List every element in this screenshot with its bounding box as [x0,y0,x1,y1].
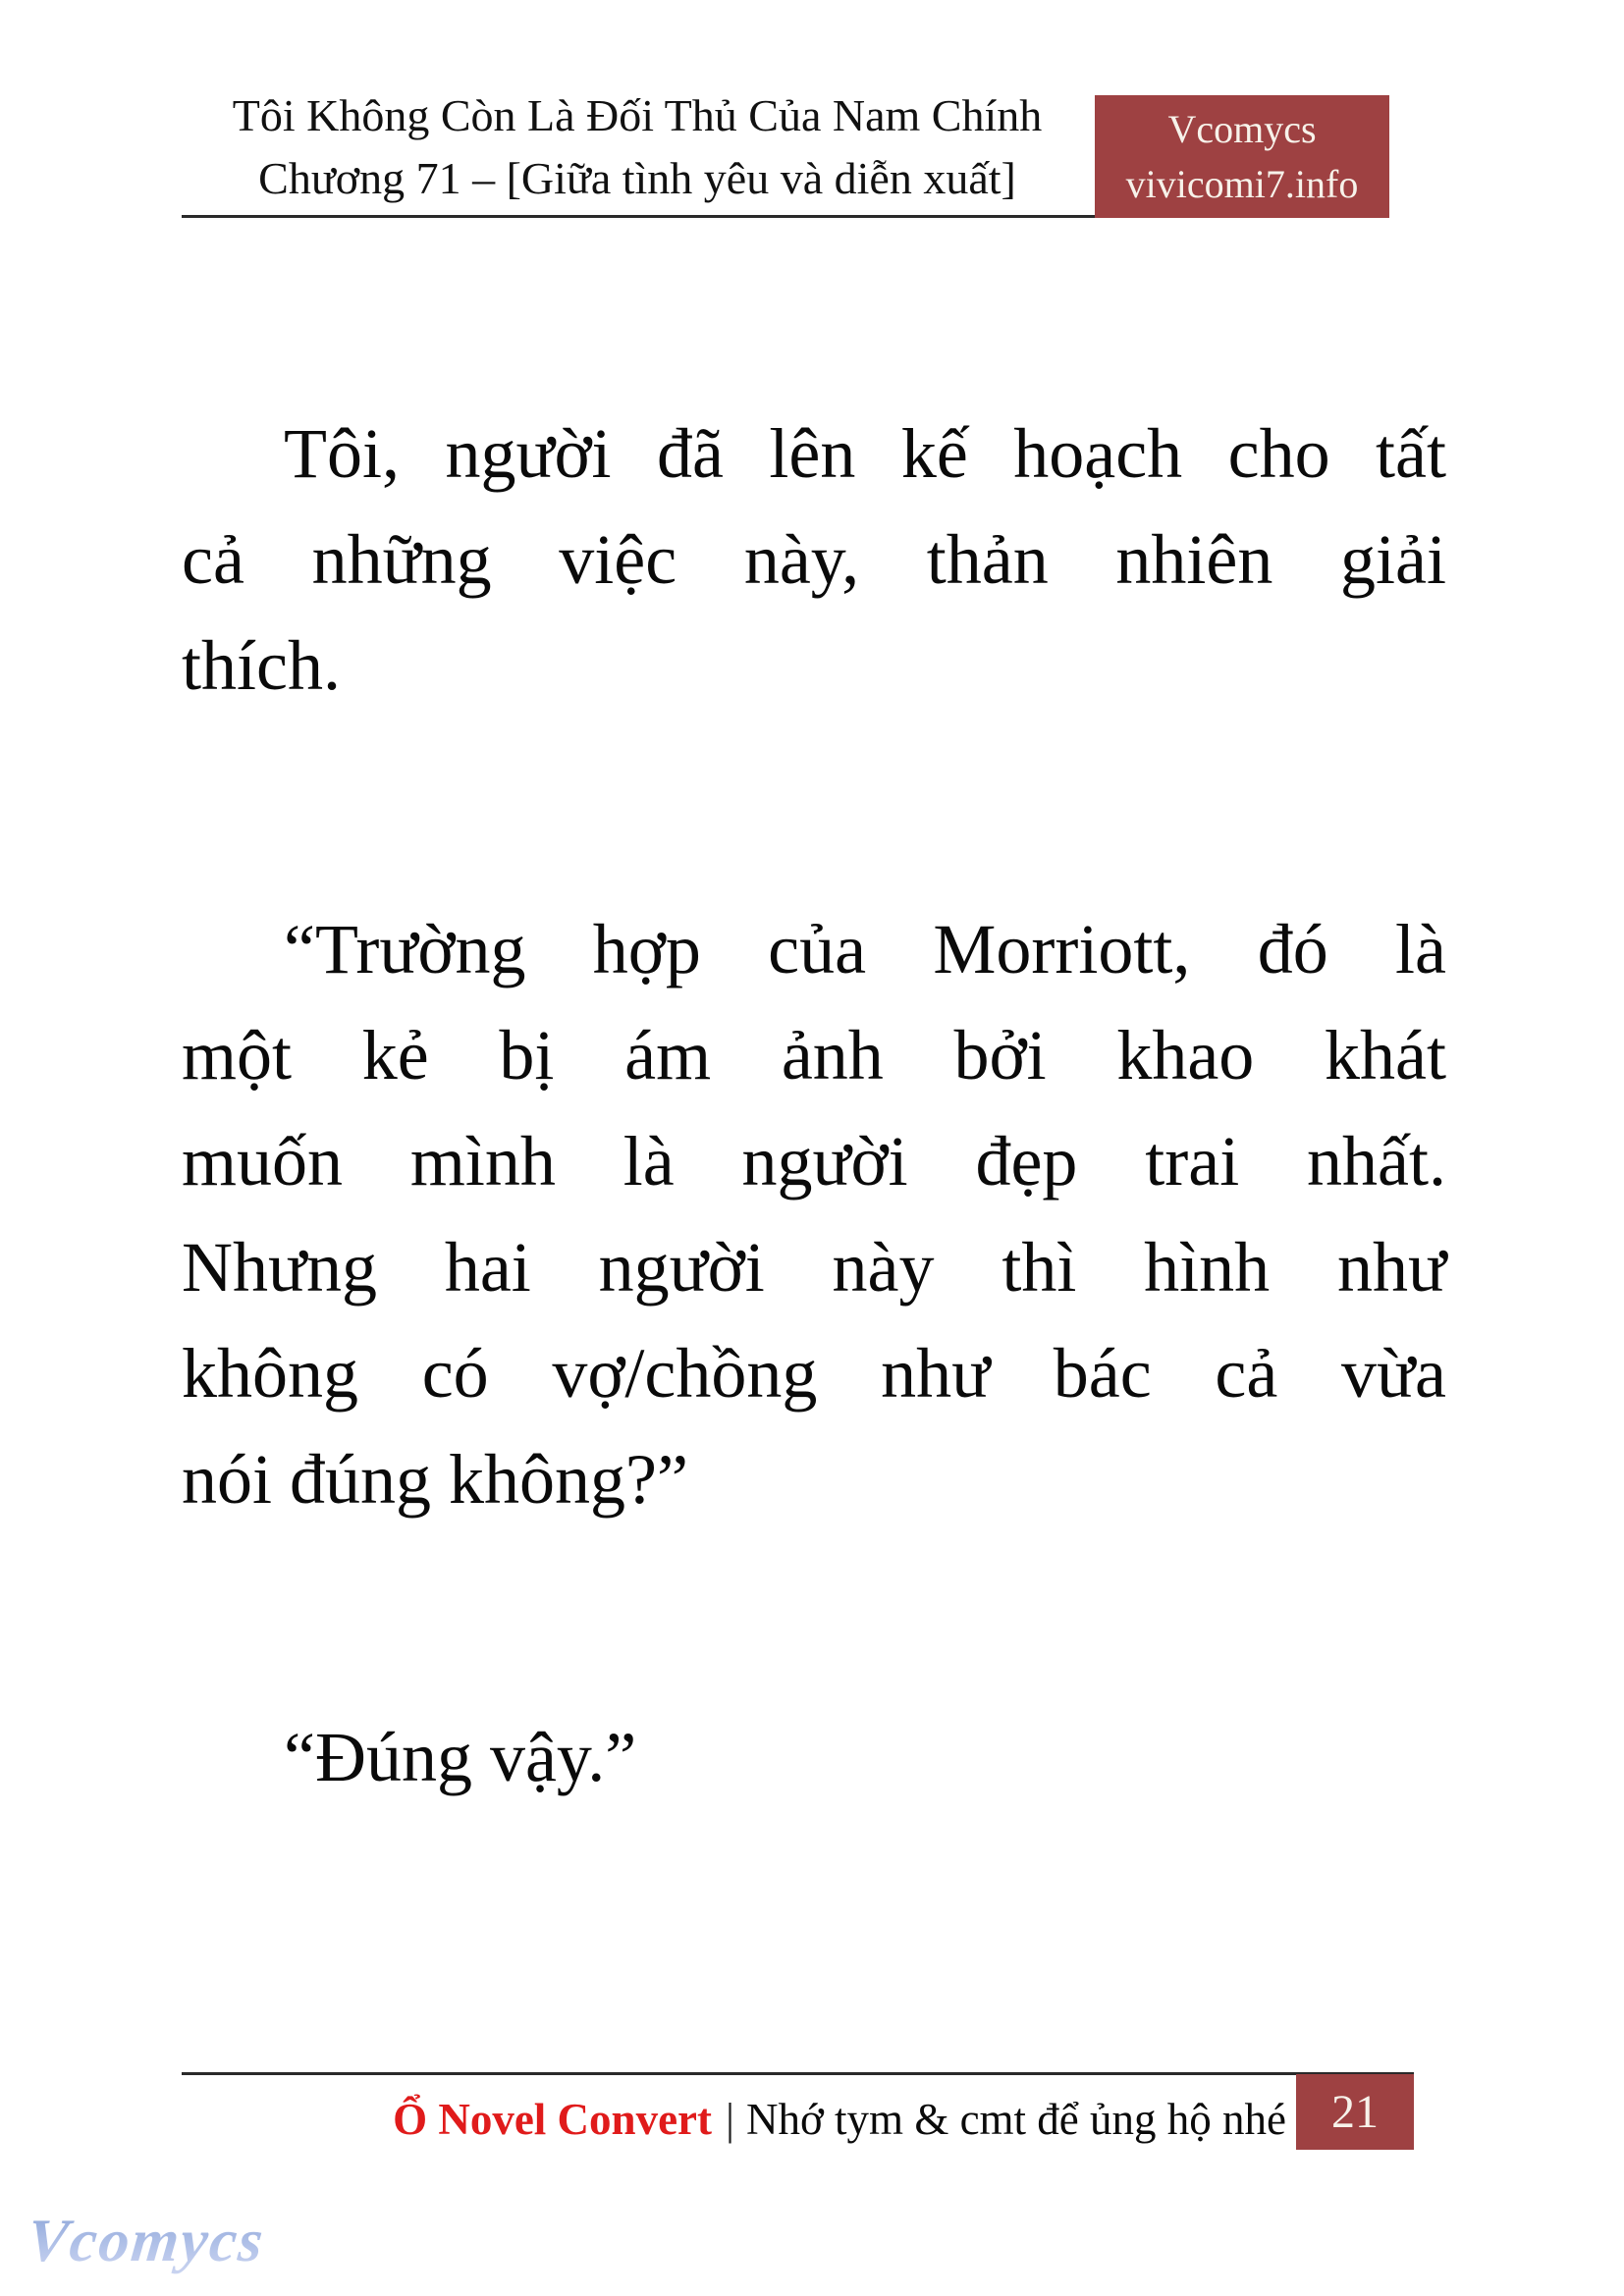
footer-divider [182,2072,1414,2075]
body-line: thích. [182,626,341,705]
footer-note: Nhớ tym & cmt để ủng hộ nhé [746,2095,1286,2144]
paragraph [182,1704,1446,1810]
page-number: 21 [1331,2086,1379,2138]
body-line: muốn mình là người đẹp trai nhất. [182,1122,1446,1201]
body-line: cả những việc này, thản nhiên giải [182,520,1446,599]
translator-site-url: vivicomi7.info [1125,161,1359,206]
chapter-title: Chương 71 – [Giữa tình yêu và diễn xuất] [258,153,1016,203]
body-line: “Đúng vậy.” [284,1718,637,1796]
body-line: Nhưng hai người này thì hình như [182,1228,1446,1307]
body-line: Tôi, người đã lên kế hoạch cho tất [284,414,1446,493]
header-divider [182,215,1095,218]
page-number-badge [1296,2074,1414,2150]
footer-credit [393,2089,1286,2150]
header-title [182,84,1093,210]
converter-brand: Ổ Novel Convert [393,2095,712,2144]
paragraph [182,400,1446,719]
footer-separator: | [726,2095,735,2144]
body-line: “Trường hợp của Morriott, đó là [284,910,1446,988]
translator-badge [1095,95,1389,218]
paragraph [182,896,1446,1532]
body-line: một kẻ bị ám ảnh bởi khao khát [182,1016,1446,1095]
novel-title: Tôi Không Còn Là Đối Thủ Của Nam Chính [232,90,1043,140]
vcomycs-watermark-logo: Vcomycs [24,2208,268,2274]
body-line: nói đúng không?” [182,1440,688,1519]
translator-name: Vcomycs [1167,106,1317,151]
chapter-body [182,400,1446,1810]
body-line: không có vợ/chồng như bác cả vừa [182,1334,1446,1413]
